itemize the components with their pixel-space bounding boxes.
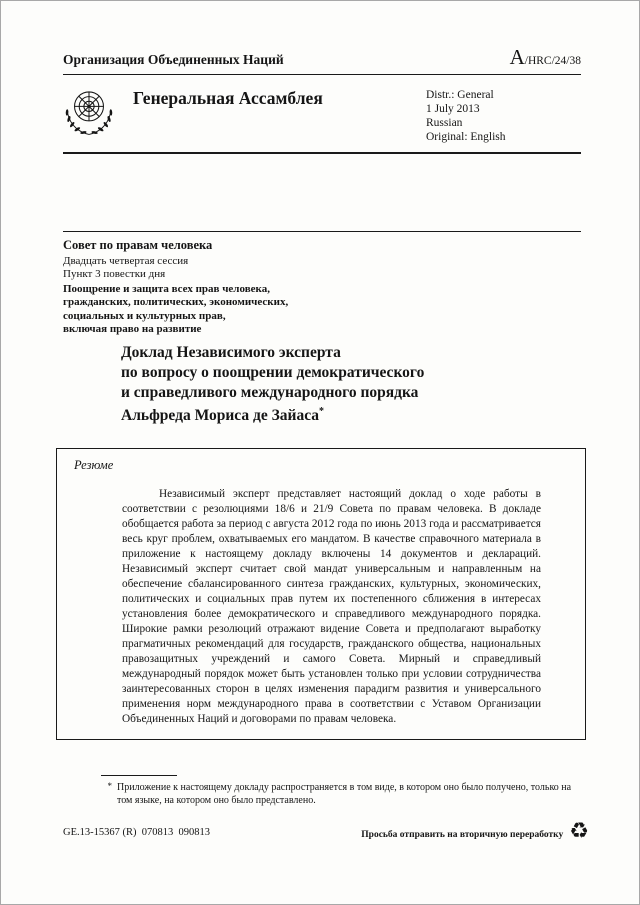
footnote [101,782,573,808]
agenda-title-line: Поощрение и защита всех прав человека, [63,282,270,295]
summary-heading: Резюме [74,458,114,472]
distribution-block [426,88,506,144]
distr-line: Distr.: General [426,89,494,101]
language-line: Russian [426,117,463,129]
session-number: Двадцать четвертая сессия [63,254,189,267]
report-title [121,343,561,426]
un-emblem-icon [61,83,117,141]
agenda-title-line: социальных и культурных прав, [63,309,226,322]
masthead-rule [63,152,581,154]
summary-box [56,448,586,740]
recycle-note-text: Просьба отправить на вторичную переработку [361,830,564,840]
document-symbol [510,45,581,70]
report-title-line: Доклад Независимого эксперта [121,344,341,361]
report-title-line: и справедливого международного порядка [121,383,419,401]
report-title-line: по вопросу о поощрении демократического [121,363,425,381]
footnote-text: Приложение к настоящему докладу распространяется в том виде, в котором оно было получено, только на том языке, на котором оно было представлено. [117,782,572,806]
document-symbol-number: /HRC/24/38 [524,55,581,67]
recycle-icon: ♻ [569,819,589,844]
agenda-title-line: включая право на развитие [63,323,202,335]
recycle-note [361,821,589,843]
organization-name: Организация Объединенных Наций [63,52,284,67]
session-block [63,239,288,337]
agenda-item: Пункт 3 повестки дня [63,268,166,280]
body-rule [63,231,581,232]
document-symbol-letter: A [509,45,525,69]
agenda-title-line: гражданских, политических, экономических, [63,296,289,308]
summary-paragraph: Независимый эксперт представляет настоящий доклад о ходе работы в соответствии с резолюциями 18/6 и 21/9 Совета по правам человека. В докладе обобщается работа за период с августа 2012 года по июнь 2013 года и рассматривается весь круг проблем, охватываемых его мандатом. В качестве справочного материала в приложение к настоящему докладу включены 14 документов и деклараций. Независимый эксперт считает свой мандат универсальным и направленным на обеспечение сбалансированного синтеза гражданских, культурных, экономических, политических и социальных прав путем их постепенного сближения в интересах установления более демократического и справедливого международного порядка. Широкие рамки резолюций отражают видение Совета и предполагают выработку прагматичных рекомендаций для государств, гражданского общества, национальных правозащитных учреждений и самого Совета. Мирный и справедливый международный порядок может быть установлен только при условии сотрудничества заинтересованных сторон в целях изменения парадигм развития и универсального применения норм международного права в соответствии с Уставом Организации Объединенных Наций и договорами по правам человека. [122,488,541,725]
original-language-line: Original: English [426,131,506,143]
council-name: Совет по правам человека [63,238,213,252]
title-footnote-marker: * [319,406,325,418]
footnote-marker: * [107,781,112,791]
date-line: 1 July 2013 [426,103,480,115]
assembly-title: Генеральная Ассамблея [133,88,323,108]
document-header [63,45,581,70]
ge-document-code: GE.13-15367 (R) 070813 090813 [63,827,210,838]
header-rule [63,74,581,75]
footnote-separator [101,775,177,776]
agenda-title [63,283,288,337]
report-title-line: Альфреда Мориса де Зайаса* [121,406,325,425]
